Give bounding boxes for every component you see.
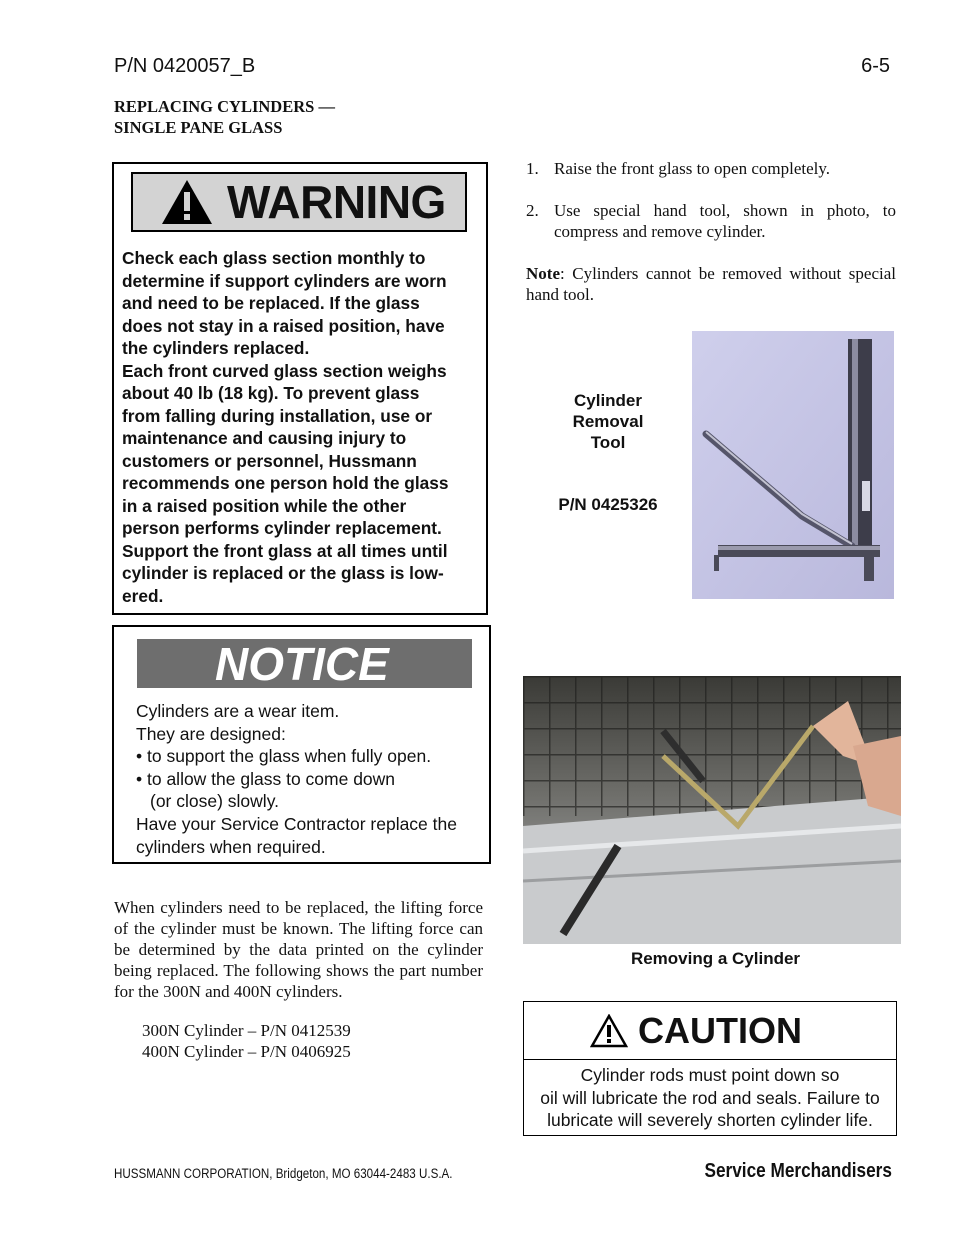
section-title	[114, 96, 335, 138]
part-number-header: P/N 0420057_B	[114, 55, 256, 77]
cylinder-part-400n: 400N Cylinder – P/N 0406925	[142, 1042, 351, 1061]
step-text: Raise the front glass to open completely.	[554, 159, 831, 178]
warning-line: Support the front glass at all times until	[122, 540, 448, 561]
notice-title: NOTICE	[215, 638, 389, 690]
warning-line: and need to be replaced. If the glass	[122, 293, 420, 313]
warning-line: Each front curved glass section weighs	[122, 360, 447, 381]
warning-line: does not stay in a raised position, have	[122, 315, 445, 336]
warning-triangle-icon	[159, 177, 215, 227]
warning-line: ered.	[122, 585, 164, 606]
notice-box	[112, 625, 491, 864]
tool-label-line: Tool	[590, 433, 626, 452]
step-2	[526, 200, 896, 242]
caution-title: CAUTION	[638, 1009, 802, 1051]
page-number: 6-5	[861, 55, 890, 77]
warning-box	[112, 162, 488, 615]
step-number: 2.	[526, 201, 539, 220]
warning-text	[122, 247, 484, 607]
step-text: Use special hand tool, shown in photo, to compress and remove cylinder.	[554, 201, 896, 241]
warning-banner	[131, 172, 467, 232]
warning-line: in a raised position while the other	[122, 495, 407, 516]
section-title-line: REPLACING CYLINDERS —	[114, 97, 335, 116]
cylinder-removal-tool-photo	[692, 331, 894, 599]
caution-line: lubricate will severely shorten cylinder life.	[547, 1110, 873, 1130]
warning-line: maintenance and causing injury to	[122, 428, 407, 448]
caution-line: Cylinder rods must point down so	[580, 1065, 840, 1085]
cylinder-part-300n: 300N Cylinder – P/N 0412539	[142, 1021, 351, 1040]
intro-paragraph: When cylinders need to be replaced, the lifting force of the cylinder must be known. The lifting force can be determined by the data printed on the cylinder being replaced. The following shows the part number for the 300N and 400N cylinders.	[114, 898, 483, 1001]
tool-label	[553, 390, 663, 453]
note	[526, 263, 896, 305]
warning-line: cylinder is replaced or the glass is low-	[122, 563, 444, 583]
step-1	[526, 158, 896, 179]
footer-company: HUSSMANN CORPORATION, Bridgeton, MO 63044-2483 U.S.A.	[114, 1166, 453, 1181]
notice-line: cylinders when required.	[136, 836, 326, 857]
caution-triangle-icon	[590, 1014, 628, 1048]
notice-bullet: • to support the glass when fully open.	[136, 746, 432, 767]
notice-bullet: • to allow the glass to come down	[136, 768, 396, 789]
tool-label-line: Cylinder	[573, 391, 643, 410]
notice-text	[136, 700, 486, 858]
notice-line: Cylinders are a wear item.	[136, 701, 340, 721]
removing-cylinder-photo	[523, 676, 901, 944]
caution-header	[524, 1002, 896, 1060]
notice-line: Have your Service Contractor replace the	[136, 813, 457, 834]
warning-line: determine if support cylinders are worn	[122, 270, 447, 291]
footer-product-line: Service Merchandisers	[704, 1160, 892, 1182]
step-number: 1.	[526, 159, 539, 178]
note-label: Note	[526, 264, 560, 283]
caution-line: oil will lubricate the rod and seals. Failure to	[540, 1087, 880, 1108]
notice-line: (or close) slowly.	[150, 791, 280, 812]
warning-line: about 40 lb (18 kg). To prevent glass	[122, 383, 420, 403]
warning-title: WARNING	[227, 176, 446, 228]
note-text: : Cylinders cannot be removed without special hand tool.	[526, 264, 896, 304]
warning-line: customers or personnel, Hussmann	[122, 450, 417, 471]
warning-line: the cylinders replaced.	[122, 338, 310, 358]
photo-caption: Removing a Cylinder	[630, 949, 801, 968]
tool-part-number: P/N 0425326	[558, 495, 658, 514]
warning-line: person performs cylinder replacement.	[122, 518, 442, 538]
caution-text	[524, 1064, 896, 1132]
warning-line: Check each glass section monthly to	[122, 248, 426, 268]
caution-box	[523, 1001, 897, 1136]
warning-line: recommends one person hold the glass	[122, 473, 449, 493]
tool-label-line: Removal	[572, 412, 644, 431]
section-title-line: SINGLE PANE GLASS	[114, 118, 283, 137]
notice-line: They are designed:	[136, 723, 286, 744]
warning-line: from falling during installation, use or	[122, 405, 433, 426]
notice-banner	[137, 639, 472, 688]
